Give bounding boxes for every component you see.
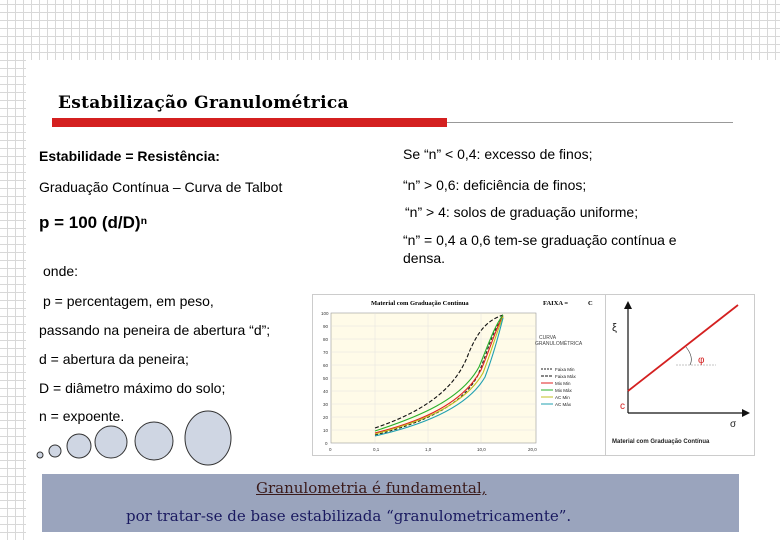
sigma-symbol: σ: [730, 419, 737, 430]
background-grid-left: [0, 0, 26, 540]
y-tick-10: 10: [323, 428, 329, 433]
y-tick-40: 40: [323, 389, 329, 394]
p-definition: p = percentagem, em peso,: [43, 293, 214, 309]
d-definition: d = abertura da peneira;: [39, 351, 189, 367]
c-symbol: c: [620, 401, 625, 412]
y-tick-70: 70: [323, 350, 329, 355]
curve-label-1: CURVA: [539, 335, 557, 341]
subchart-caption: Material com Graduação Contínua: [612, 439, 710, 445]
n-rule-2: “n” > 0,6: deficiência de finos;: [403, 177, 587, 193]
particle-circle-5: [135, 422, 173, 460]
subchart-y-arrow: [624, 301, 632, 309]
particle-circle-3: [67, 434, 91, 458]
title-accent-bar: [52, 118, 447, 127]
D-definition: D = diâmetro máximo do solo;: [39, 380, 226, 396]
graduacao-text: Graduação Contínua – Curva de Talbot: [39, 179, 283, 195]
title-divider-line: [447, 122, 733, 123]
n-definition: n = expoente.: [39, 408, 125, 424]
strength-subchart-svg: [606, 295, 754, 455]
legend-item-4: Mix Máx: [555, 388, 572, 393]
y-tick-50: 50: [323, 376, 329, 381]
subchart-x-arrow: [742, 409, 750, 417]
x-tick-1-0: 1,0: [425, 447, 432, 452]
estabilidade-text: Estabilidade = Resistência:: [39, 148, 220, 164]
x-tick-20-0: 20,0: [528, 447, 537, 452]
chart-faixa-value: C: [588, 300, 593, 307]
x-tick-0-1: 0,1: [373, 447, 380, 452]
particle-circles: [30, 408, 235, 470]
particle-circle-4: [95, 426, 127, 458]
y-tick-20: 20: [323, 415, 329, 420]
y-tick-0: 0: [325, 441, 328, 446]
y-tick-100: 100: [321, 311, 329, 316]
grading-chart-svg: [313, 295, 605, 455]
onde-text: onde:: [43, 263, 79, 279]
chart-title: Material com Graduação Contínua: [371, 300, 469, 307]
n-rule-4-cont: densa.: [403, 250, 446, 266]
angle-arc: [686, 347, 691, 365]
x-tick-0: 0: [329, 447, 332, 452]
legend-item-6: AC Máx: [555, 402, 572, 407]
y-tick-90: 90: [323, 324, 329, 329]
legend-item-3: Mix Min: [555, 381, 571, 386]
legend-item-5: AC Min: [555, 395, 570, 400]
chart-legend: [541, 367, 577, 407]
y-tick-80: 80: [323, 337, 329, 342]
n-rule-3: “n” > 4: solos de graduação uniforme;: [405, 204, 639, 220]
grading-chart: [312, 294, 606, 456]
conclusion-line-2: por tratar-se de base estabilizada “granulometricamente”.: [126, 507, 572, 525]
failure-envelope-line: [628, 305, 738, 391]
background-grid-top: [0, 0, 780, 60]
xi-symbol: ξ: [612, 322, 617, 334]
particle-circle-1: [37, 452, 43, 458]
phi-symbol: φ: [698, 355, 705, 366]
n-rule-4: “n” = 0,4 a 0,6 tem-se graduação contínua e: [403, 232, 677, 248]
passando-text: passando na peneira de abertura “d”;: [39, 322, 271, 338]
conclusion-line-1: Granulometria é fundamental,: [256, 479, 487, 497]
chart-faixa-label: FAIXA =: [543, 300, 569, 307]
curve-label-2: GRANULOMÉTRICA: [535, 341, 583, 347]
n-rule-1: Se “n” < 0,4: excesso de finos;: [403, 146, 593, 162]
y-tick-60: 60: [323, 363, 329, 368]
particle-circle-2: [49, 445, 61, 457]
x-tick-10-0: 10,0: [477, 447, 486, 452]
particle-circle-6: [185, 411, 231, 465]
talbot-formula: p = 100 (d/D)ⁿ: [39, 213, 148, 232]
strength-subchart: [605, 294, 755, 456]
legend-item-2: Faixa Máx: [555, 374, 576, 379]
legend-item-1: Faixa Min: [555, 367, 575, 372]
y-tick-30: 30: [323, 402, 329, 407]
slide-title: Estabilização Granulométrica: [58, 93, 349, 113]
